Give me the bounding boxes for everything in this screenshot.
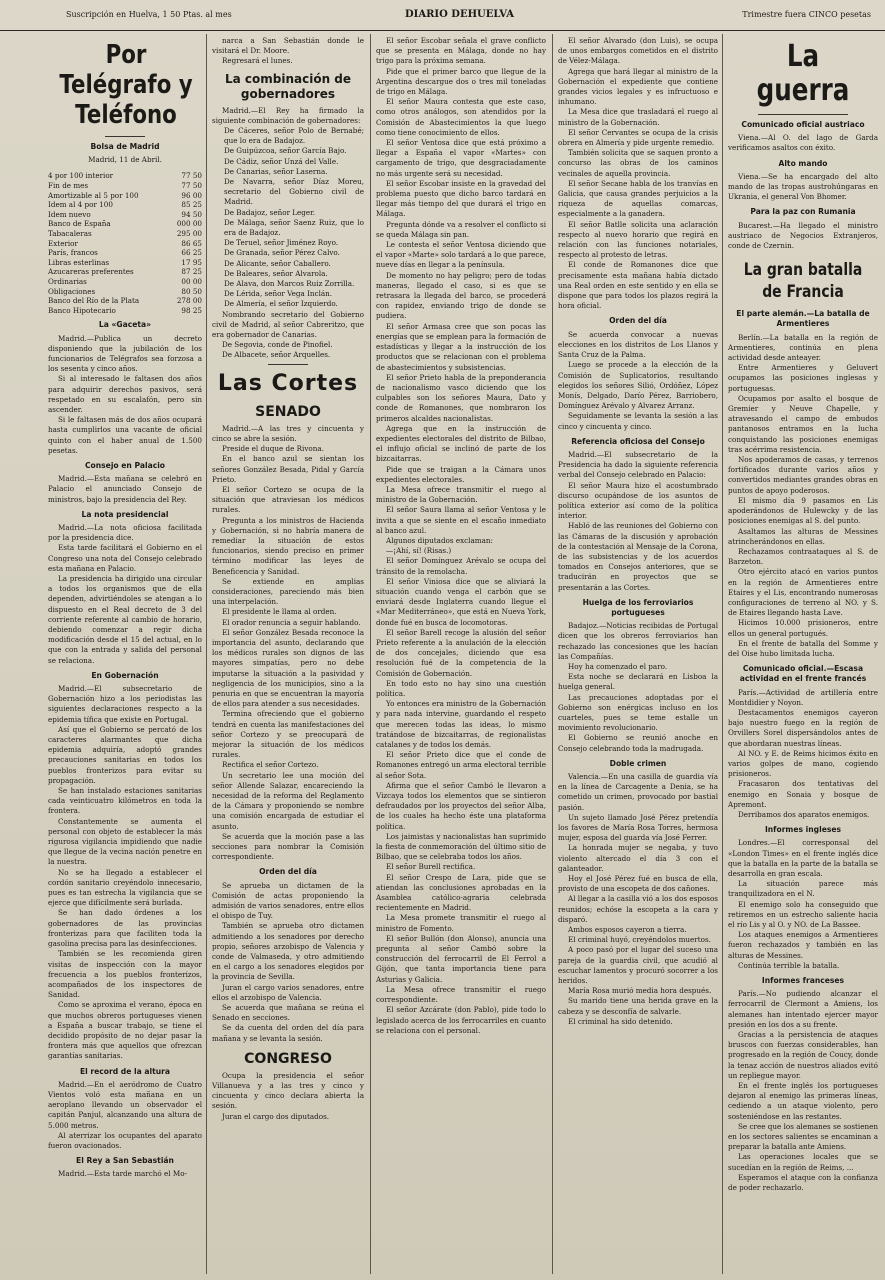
bolsa-security-value: 000 00 — [176, 219, 202, 229]
paragraph: El enemigo solo ha conseguido que retiremos en un estrecho saliente hacia el río Lis y al O. y NO. de La Bassee. — [728, 899, 878, 930]
bolsa-security-value: 77 50 — [181, 181, 202, 190]
governor-item: De Cádiz, señor Unzá del Valle. — [224, 156, 339, 166]
paragraph: La honrada mujer se negaba, y tuvo violento altercado el día 3 con el galanteador. — [558, 843, 718, 873]
bolsa-security-name: Azucareras preferentes — [48, 267, 134, 277]
bolsa-date: Madrid, 11 de Abril. — [88, 155, 162, 165]
governor-item: De Cáceres, señor Polo de Bernabé; que lo era de Badajoz. — [224, 126, 364, 146]
paragraph: En todo esto no hay sino una cuestión política. — [376, 678, 546, 698]
paragraph: Al NO. y E. de Reims hicimos éxito en varios golpes de mano, cogiendo prisioneros. — [728, 748, 878, 779]
bolsa-row — [48, 219, 202, 229]
column-rule — [552, 34, 553, 1274]
paragraph: El señor González Besada reconoce la importancia del asunto, declarando que los médicos rurales son dignos de las mayores simpatías, pero no debe imputarse la situación a la pasividad y negligencia de los municipios, sino a la penuria en que se encuentran la mayoría de ellos para atender a sus necesidades. — [212, 627, 364, 709]
masthead — [0, 0, 885, 31]
senado-heading: SENADO — [255, 403, 321, 420]
governors-list — [212, 126, 364, 310]
section-heading: En Gobernación — [91, 670, 159, 680]
paragraph: Esperamos el ataque con la confianza de poder rechazarlo. — [728, 1172, 878, 1193]
paragraph: Madrid.—El subsecretario de la Presidencia ha dado la siguiente referencia verbal del Consejo celebrado en Palacio: — [558, 449, 718, 480]
paragraph: No se ha llegado a establecer el cordón sanitario creyéndolo innecesario, pues es tan estrecha la vigilancia que se ejerce que difícilmente será burlada. — [48, 867, 202, 908]
paragraph: Londres.—El corresponsal del «London Times» en el frente inglés dice que la batalla en la parte de la batalla se desarrolla en gran escala. — [728, 838, 878, 878]
paragraph: Los jaimistas y nacionalistas han suprimido la fiesta de conmemoración del último sitio de Bilbao, que se celebraba todos los años. — [376, 831, 546, 862]
section-heading: Consejo en Palacio — [84, 460, 166, 470]
paragraph: Valencia.—En una casilla de guardia vía en la línea de Carcagente a Denia, se ha cometido un crimen, provocado por bastial pasión. — [558, 772, 718, 812]
paragraph: Se han instalado estaciones sanitarias cada veinticuatro kilómetros en toda la frontera. — [48, 786, 202, 816]
bolsa-row — [48, 200, 202, 210]
section-heading: Para la paz con Rumania — [750, 207, 856, 217]
paragraph: El conde de Romanones dice que precisamente esta mañana había dictado una Real orden en este sentido y en ella se dispone que para todos los plazos regirá la hora oficial. — [558, 260, 718, 311]
bolsa-row — [48, 258, 202, 268]
paragraph: Yo entonces era ministro de la Gobernación y para nada intervine, guardando el respeto que merecen todas las ideas, lo mismo tratándose de bizcaitarras, de regionalistas catalanes y de todos los demás. — [376, 699, 546, 750]
section-heading: Doble crimen — [609, 758, 667, 768]
paragraph: Regresará el lunes. — [222, 56, 293, 66]
paragraph: Pregunta dónde va a resolver el conflicto si se queda Málaga sin pan. — [376, 219, 546, 239]
paragraph: Preside el duque de Rivona. — [222, 444, 324, 454]
paragraph: El criminal huyó, creyéndolos muertos. — [568, 935, 711, 945]
paragraph: Se cree que los alemanes se sostienen en los sectores salientes se encaminan a preparar la batalla ante Amiens. — [728, 1121, 878, 1152]
paragraph: Juran el cargo varios senadores, entre ellos el arzobispo de Valencia. — [212, 982, 364, 1002]
bolsa-row — [48, 229, 202, 239]
section-heading: Comunicado oficial austriaco — [741, 120, 865, 129]
governor-item: De Málaga, señor Saenz Ruiz, que lo era de Badajoz. — [224, 217, 364, 238]
column-3 — [376, 36, 546, 1276]
bolsa-security-value: 80 50 — [181, 286, 202, 296]
paragraph: En el banco azul se sientan los señores González Besada, Pidal y García Prieto. — [212, 454, 364, 484]
paragraph: Madrid.—El subsecretario de Gobernación hizo a los periodistas las siguientes declaraciones respecto a la epidemia tífica que existe en Portugal. — [48, 684, 202, 724]
paragraph: El presidente le llama al orden. — [222, 607, 337, 617]
section-heading: El Rey a San Sebastián — [76, 1156, 174, 1166]
paragraph: Se han dado órdenes a los gobernadores de las provincias fronterizas para que faciliten toda la gasolina precisa para las desinfecciones. — [48, 908, 202, 949]
paragraph: Pide que el primer barco que llegue de la Argentina descargue dos o tres mil toneladas de trigo en Málaga. — [376, 66, 546, 97]
paragraph: La Mesa ofrece transmitir el ruego correspondiente. — [376, 984, 546, 1005]
paragraph: Fracasaron dos tentativas del enemigo en Sonaia y bosque de Apremont. — [728, 779, 878, 809]
paragraph: Entre Armentieres y Geluvert ocupamos las posiciones inglesas y portuguesas. — [728, 363, 878, 393]
governor-item: De Baleares, señor Alvarola. — [224, 268, 328, 278]
subscription-note: Suscripción en Huelva, 1 50 Ptas. al mes — [66, 10, 232, 19]
paragraph: París.—Actividad de artillería entre Montdidier y Noyon. — [728, 687, 878, 707]
paragraph: Ocupa la presidencia el señor Villanueva y a las tres y cinco y cincuenta y cinco declara abierta la sesión. — [212, 1070, 364, 1111]
bolsa-security-value: 66 25 — [181, 248, 202, 258]
paragraph: El señor Saura llama al señor Ventosa y le invita a que se siente en el escaño inmediato al banco azul. — [376, 505, 546, 535]
paragraph: El señor Secane habla de los tranvías en Galicia, que causa grandes perjuicios a la riqueza de aquellas comarcas, especialmente a la ganadera. — [558, 178, 718, 219]
paragraph: La Mesa promete transmitir el ruego al ministro de Fomento. — [376, 913, 546, 933]
paragraph: Pregunta a los ministros de Hacienda y Gobernación, si no habría manera de remediar la situación de estos funcionarios, siendo preciso en primer término modificar las leyes de Beneficencia y Sanidad. — [212, 515, 364, 576]
paragraph: Seguidamente se levanta la sesión a las cinco y cincuenta y cinco. — [558, 411, 718, 431]
governor-item: De Granada, señor Pérez Calvo. — [224, 248, 340, 258]
paragraph: Madrid.—La nota oficiosa facilitada por la presidencia dice. — [48, 522, 202, 543]
paragraph: En el frente inglés los portugueses dejaron al enemigo las primeras líneas, cediendo a un ataque violento, pero sosteniéndose en las restantes. — [728, 1081, 878, 1121]
bolsa-security-name: Idem nuevo — [48, 209, 91, 219]
paragraph: También solicita que se saquen pronto a concurso las obras de los caminos vecinales de aquella provincia. — [558, 148, 718, 178]
paragraph: De Albacete, señor Arquelles. — [222, 350, 331, 360]
paragraph: El señor Cortezo se ocupa de la situación que atraviesan los médicos rurales. — [212, 484, 364, 515]
paragraph: El señor Barell recoge la alusión del señor Prieto referente a la anulación de la elección de dos concejales, diciendo que esa resolución fué de la competencia de la Comisión de Gobernación. — [376, 627, 546, 678]
bolsa-security-name: Amortizable al 5 por 100 — [48, 190, 139, 200]
paragraph: Destacamentos enemigos cayeron bajo nuestro fuego en la región de Orvillers Sorel dispersándolos antes de que abordaran nuestras líneas. — [728, 707, 878, 748]
paragraph: Madrid.—Esta mañana se celebró en Palacio el anunciado Consejo de ministros, bajo la presidencia del Rey. — [48, 474, 202, 504]
paragraph: París.—No pudiendo alcanzar el ferrocarril de Clermont a Amiens, los alemanes han intentado ejercer mayor presión en los dos a su frente. — [728, 989, 878, 1029]
paragraph: Al aterrizar los ocupantes del aparato fueron ovacionados. — [48, 1130, 202, 1150]
governor-item: De Almería, el señor Izquierdo. — [224, 299, 338, 309]
bolsa-row — [48, 287, 202, 297]
governor-item: De Lérida, señor Vega Inclán. — [224, 289, 333, 299]
paragraph: Continúa terrible la batalla. — [738, 960, 840, 970]
paragraph: Se extiende en amplias consideraciones, pareciendo más bien una interpelación. — [212, 576, 364, 607]
section-heading: La combinación de gobernadores — [224, 71, 352, 101]
section-heading: Informes franceses — [761, 976, 845, 986]
paragraph: Agrega que hará llegar al ministro de la Gobernación el expediente que contiene grandes vicios legales y es infructuoso e inhumano. — [558, 66, 718, 107]
bolsa-security-name: Tabacaleras — [48, 228, 92, 238]
congreso-heading: CONGRESO — [244, 1050, 332, 1067]
paragraph: Un sujeto llamado José Pérez pretendía los favores de María Rosa Torres, hermosa mujer, esposa del guarda vía José Ferrer. — [558, 812, 718, 843]
section-heading: Referencia oficiosa del Consejo — [571, 436, 705, 446]
bolsa-row — [48, 277, 202, 287]
column-5 — [728, 36, 878, 1276]
bolsa-security-value: 87 25 — [181, 267, 202, 277]
paragraph: La situación parece más tranquilizadora en el N. — [728, 879, 878, 899]
paragraph: Viena.—Al O. del lago de Garda verificamos asaltos con éxito. — [728, 133, 878, 153]
cortes-headline: Las Cortes — [217, 370, 359, 396]
governor-item: De Alicante, señor Caballero. — [224, 258, 331, 268]
paragraph: El criminal ha sido detenido. — [568, 1016, 673, 1026]
bolsa-row — [48, 210, 202, 220]
paragraph: Asaltamos las alturas de Messines atrincherándonos en ellas. — [728, 526, 878, 546]
bolsa-row — [48, 239, 202, 249]
paragraph: El señor Escobar insiste en la gravedad del problema puesto que dicho barco tardará en llegar más tiempo del que durará el trigo en Málaga. — [376, 178, 546, 219]
paragraph: Hoy el José Pérez fué en busca de ella, provisto de una escopeta de dos cañones. — [558, 874, 718, 894]
paragraph: Esta noche se declarará en Lisboa la huelga general. — [558, 672, 718, 692]
bolsa-security-value: 86 65 — [181, 238, 202, 248]
paragraph: Se acuerda convocar a nuevas elecciones en los distritos de Los Llanos y Santa Cruz de la Palma. — [558, 329, 718, 360]
paragraph: Algunos diputados exclaman: — [386, 535, 493, 545]
divider — [105, 136, 145, 137]
governor-item: De Badajoz, señor Leger. — [224, 207, 316, 217]
paragraph: Rectifica el señor Cortezo. — [222, 760, 319, 770]
paragraph: Un secretario lee una moción del señor Allende Salazar, encareciendo la necesidad de la reforma del Reglamento de la Cámara y proponiendo se nombre una comisión encargada de estudiar el asunto. — [212, 770, 364, 831]
paragraph: Nos apoderamos de casas, y terrenos fortificados durante varios años y convertidos mediantes grandes obras en puntos de apoyo poderosos. — [728, 455, 878, 495]
paragraph: Pide que se traigan a la Cámara unos expedientes electorales. — [376, 464, 546, 484]
paragraph: Afirma que el señor Cambó le llevaron a Vizcaya todos los elementos que se sintieron defraudados por los proyectos del señor Alba, de los cuales ha hecho éste una plataforma política. — [376, 780, 546, 831]
divider — [268, 364, 308, 365]
bolsa-security-value: 98 25 — [181, 305, 202, 315]
bolsa-security-value: 85 25 — [181, 200, 202, 210]
column-rule — [206, 34, 207, 1274]
paragraph: Derribamos dos aparatos enemigos. — [738, 809, 870, 819]
bolsa-security-value: 17 95 — [181, 257, 202, 267]
section-heading: Bolsa de Madrid — [90, 142, 160, 151]
paragraph: Madrid.—Publica un decreto disponiendo que la jubilación de los funcionarios de Telégrafos sea forzosa a los sesenta y cinco años. — [48, 333, 202, 374]
governor-item: De Alava, don Marcos Ruiz Zorrilla. — [224, 279, 355, 289]
paragraph: Si al interesado le faltasen dos años para adquirir derechos pasivos, será respetado en su escalafón, pero sin ascender. — [48, 374, 202, 414]
paragraph: Se da cuenta del orden del día para mañana y se levanta la sesión. — [212, 1023, 364, 1043]
paragraph: Hoy ha comenzado el paro. — [568, 661, 668, 671]
bolsa-security-value: 94 50 — [181, 209, 202, 219]
paragraph: El señor Bullón (don Alonso), anuncia una pregunta al señor Cambó sobre la construcción del ferrocarril de El Ferrol a Gijón, que tanta importancia tiene para Asturias y Galicia. — [376, 933, 546, 984]
paragraph: El Gobierno se reunió anoche en Consejo celebrando toda la madrugada. — [558, 733, 718, 753]
bolsa-security-name: Idem al 4 por 100 — [48, 200, 113, 210]
paragraph: El señor Alvarado (don Luis), se ocupa de unos embargos cometidos en el distrito de Vélez-Málaga. — [558, 36, 718, 66]
paragraph: El señor Burell rectifica. — [386, 862, 476, 872]
paragraph: Rechazamos contraataques al S. de Barzeton. — [728, 546, 878, 567]
paragraph: La presidencia ha dirigido una circular a todos los organismos que de ella dependen, advirtiéndoles se atengan a lo dispuesto en el Real decreto de 3 del corriente referente al cambio de horario, debiendo comenzar a regir dicha modificación desde el 15 del actual, en lo que con la entrada y salida del personal se relaciona. — [48, 573, 202, 665]
section-heading: Orden del día — [609, 316, 667, 326]
paragraph: Luego se procede a la elección de la Comisión de Suplicatorios, resultando elegidos los señores Silió, Ordóñez, López Monís, Delgado, Darío Pérez, Barriobero, Domínguez Arévalo y Alvarez Arranz. — [558, 360, 718, 411]
paragraph: Ambos esposos cayeron a tierra. — [568, 925, 687, 935]
bolsa-security-name: Libras esterlinas — [48, 257, 110, 267]
bolsa-security-name: Banco Hipotecario — [48, 305, 116, 315]
paragraph: Gracias a la persistencia de ataques bruscos con fuerzas considerables, han progresado en la región de Coucy, donde la tenaz acción de nuestros aliados evitó un repliegue mayor. — [728, 1030, 878, 1080]
paragraph: Se acuerda que la moción pase a las secciones para nombrar la Comisión correspondiente. — [212, 831, 364, 862]
column-rule — [370, 34, 371, 1274]
bolsa-row — [48, 306, 202, 316]
paragraph: También se les recomienda giren visitas de inspección con la mayor frecuencia a los pueblos fronterizos, acompañados de los inspectores de Sanidad. — [48, 949, 202, 1000]
bolsa-security-value: 278 00 — [176, 296, 202, 306]
paragraph: Al llegar a la casilla vió a los dos esposos reunidos; echóse la escopeta a la cara y disparó. — [558, 894, 718, 924]
paragraph: Si le faltasen más de dos años ocupará hasta cumplirlos una vacante de oficial quinto con el haber anual de 1.500 pesetas. — [48, 415, 202, 455]
paragraph: Madrid.—Esta tarde marchó el Mo- — [58, 1169, 187, 1179]
section-heading: Comunicado oficial.—Escasa actividad en el frente francés — [739, 664, 867, 684]
paragraph: Berlín.—La batalla en la región de Armentieres, continúa en plena actividad desde anteayer. — [728, 332, 878, 363]
bolsa-security-name: Exterior — [48, 238, 78, 248]
bolsa-row — [48, 171, 202, 181]
quarterly-price: Trimestre fuera CINCO pesetas — [742, 10, 871, 19]
paragraph: El señor Armasa cree que son pocas las energías que se emplean para la formación de estadísticas y llegar a la instrucción de los productos que se relacionan con el problema de abastecimientos y subsistencias. — [376, 321, 546, 372]
paragraph: Ocupamos por asalto el bosque de Gremier y Neuve Chapelle, y atravesando el campo de embudos pantanosos entramos en la lucha conquistando las posiciones enemigas tras acérrima resistencia. — [728, 393, 878, 454]
section-heading: El parte alemán.—La batalla de Armentieres — [736, 309, 870, 329]
paragraph: El señor Ventosa dice que está próximo a llegar a España el vapor «Martes» con cargamento de trigo, que desgraciadamente no más urgente será su necesidad. — [376, 138, 546, 178]
paragraph: El señor Prieto dice que el conde de Romanones entregó un arma electoral terrible al señor Sota. — [376, 750, 546, 780]
paragraph: Las operaciones locales que se sucedían en la región de Reims, ... — [728, 1152, 878, 1172]
governor-item: De Navarra, señor Díaz Moreu, secretario del Gobierno civil de Madrid. — [224, 177, 364, 207]
paragraph: El señor Azcárate (don Pablo), pide todo lo legislado acerca de los ferrocarriles en cuanto se relaciona con el personal. — [376, 1005, 546, 1035]
paragraph: Madrid.—A las tres y cincuenta y cinco se abre la sesión. — [212, 423, 364, 443]
bolsa-table — [48, 171, 202, 315]
bolsa-row — [48, 181, 202, 191]
paragraph: Se acuerda que mañana se reúna el Senado en secciones. — [212, 1003, 364, 1023]
paragraph: Juran el cargo dos diputados. — [222, 1111, 330, 1121]
paragraph: Su marido tiene una herida grave en la cabeza y se desconfía de salvarle. — [558, 996, 718, 1016]
bolsa-security-name: París, francos — [48, 248, 98, 258]
paragraph: El señor Maura hizo el acostumbrado discurso ocupándose de los asuntos de política exterior así como de la política interior. — [558, 480, 718, 521]
paragraph: Madrid.—El Rey ha firmado la siguiente combinación de gobernadores: — [212, 105, 364, 125]
bolsa-security-name: Fin de mes — [48, 181, 89, 190]
paragraph: Constantemente se aumenta el personal con objeto de establecer la más rigurosa vigilancia impidiendo que nadie que llegue de la vecina nación penetre en la nuestra. — [48, 816, 202, 867]
paragraph: De Segovia, conde de Pinofiel. — [222, 340, 333, 350]
bolsa-row — [48, 296, 202, 306]
paragraph: La Mesa ofrece transmitir el ruego al ministro de la Gobernación. — [376, 484, 546, 505]
bolsa-security-name: Obligaciones — [48, 286, 96, 296]
governor-item: De Guipúzcoa, señor García Bajo. — [224, 146, 347, 156]
paragraph: El señor Domínguez Arévalo se ocupa del tránsito de la remolacha. — [376, 556, 546, 576]
paragraph: Agrega que en la instrucción de expedientes electorales del distrito de Bilbao, el influjo oficial se inclinó de parte de los bizcaitarras. — [376, 423, 546, 464]
paragraph: La Mesa dice que trasladará el ruego al ministro de la Gobernación. — [558, 107, 718, 127]
bolsa-row — [48, 248, 202, 258]
bolsa-security-name: 4 por 100 interior — [48, 171, 114, 181]
newspaper-name: DIARIO DEHUELVA — [405, 9, 514, 20]
paragraph: Termina ofreciendo que el gobierno tendrá en cuenta las manifestaciones del señor Cortezo y se preocupará de mejorar la situación de los médicos rurales. — [212, 709, 364, 760]
bolsa-security-name: Ordinarias — [48, 276, 87, 286]
paragraph: En el frente de batalla del Somme y del Oise hubo limitada lucha. — [728, 638, 878, 658]
governor-item: De Canarias, señor Laserna. — [224, 166, 328, 176]
paragraph: narca a San Sebastián donde le visitará el Dr. Moore. — [212, 36, 364, 56]
column-1 — [48, 36, 202, 1276]
paragraph: A poco pasó por el lugar del suceso una pareja de la guardia civil, que acudió al escuchar lamentos y procuró socorrer a los heridos. — [558, 945, 718, 986]
paragraph: Así que el Gobierno se percató de los caracteres alarmantes que dicha epidemia adquiría, adoptó grandes precauciones sanitarias en todos los pueblos fronterizos para evitar su propagación. — [48, 724, 202, 785]
paragraph: Nombrando secretario del Gobierno civil de Madrid, al señor Cabreritzo, que era gobernador de Canarias. — [212, 309, 364, 340]
section-heading: La «Gaceta» — [98, 320, 152, 330]
paragraph: Otro ejército atacó en varios puntos en la región de Armentieres entre Etaires y el Lis, encontrando numerosas configuraciones de terreno al NO. y S. de Etaires llegando hasta Lave. — [728, 567, 878, 618]
paragraph: El señor Crespo de Lara, pide que se atiendan las conclusiones aprobadas en la Asamblea católico-agraria celebrada recientemente en Madrid. — [376, 872, 546, 913]
paragraph: El señor Batlle solicita una aclaración respecto al nuevo horario que regirá en relación con las funciones notariales, respecto al protesto de letras. — [558, 219, 718, 260]
paragraph: El mismo día 9 pasamos en Lis apoderándonos de Hulewcky y de las posiciones enemigas al S. del punto. — [728, 495, 878, 526]
paragraph: Habló de las reuniones del Gobierno con las Cámaras de la discusión y aprobación de la contestación al Mensaje de la Corona, de las subsistencias y de los acuerdos tomados en Consejos anteriores, que se traducirán en proyectos que se presentarán a las Cortes. — [558, 521, 718, 592]
paragraph: El señor Viniosa dice que se aliviará la situación cuando venga el carbón que se enviará desde Inglaterra cuando llegue el «Mar Mediterráneo», que está en Nueva York, donde fué en busca de locomotoras. — [376, 576, 546, 627]
bolsa-security-name: Banco del Río de la Plata — [48, 296, 140, 306]
paragraph: El señor Cervantes se ocupa de la crisis obrera en Almería y pide urgente remedio. — [558, 127, 718, 148]
paragraph: De momento no hay peligro; pero de todas maneras, llegado el caso, si es que se retrasara la llegada del barco, se procederá con rapidez, enviando trigo de donde se pudiera. — [376, 270, 546, 321]
paragraph: Se aprueba un dictamen de la Comisión de actas proponiendo la admisión de varios senadores, entre ellos el obispo de Tuy. — [212, 880, 364, 921]
section-heading: Alto mando — [778, 158, 828, 168]
column-2 — [212, 36, 364, 1276]
paragraph: Le contesta el señor Ventosa diciendo que el vapor «Marte» solo tardará a lo que parece, nueve días en llegar a la península. — [376, 240, 546, 270]
bolsa-security-value: 77 50 — [181, 171, 202, 181]
paragraph: —¡Ahí, sí! (Risas.) — [386, 546, 452, 556]
bolsa-security-value: 96 00 — [181, 190, 202, 200]
paragraph: Esta tarde facilitará el Gobierno en el Congreso una nota del Consejo celebrado esta mañana en Palacio. — [48, 543, 202, 573]
paragraph: Hicimos 10.000 prisioneros, entre ellos un general portugués. — [728, 618, 878, 638]
section-heading: La nota presidencial — [81, 509, 169, 519]
column-rule — [722, 34, 723, 1274]
bolsa-security-name: Banco de España — [48, 219, 111, 229]
section-heading: Informes ingleses — [764, 825, 842, 835]
paragraph: Bucarest.—Ha llegado el ministro austriaco de Negocios Extranjeros, conde de Czernin. — [728, 220, 878, 251]
paragraph: Viena.—Se ha encargado del alto mando de las tropas austrohúngaras en Ukrania, el general Von Bhomer. — [728, 171, 878, 202]
divider — [758, 114, 848, 115]
bolsa-security-value: 00 00 — [181, 276, 202, 286]
section-heading: Orden del día — [259, 867, 317, 877]
bolsa-security-value: 295 00 — [176, 228, 202, 238]
governor-item: De Teruel, señor Jiménez Royo. — [224, 238, 339, 248]
paragraph: Badajoz.—Noticias recibidas de Portugal dicen que los obreros ferroviarios han rechazado las concesiones que les hacían las Compañías. — [558, 621, 718, 661]
main-headline: Por Telégrafo y Teléfono — [59, 40, 193, 130]
paragraph: El señor Maura contesta que este caso, como otros análogos, son atendidos por la Comisión de Abastecimientos la que luego como tiene conocimiento de ellos. — [376, 97, 546, 137]
paragraph: El orador renuncia a seguir hablando. — [222, 617, 361, 627]
paragraph: Los ataques enemigos a Armentieres fueron rechazados y también en las alturas de Messines. — [728, 930, 878, 960]
paragraph: El señor Escobar señala el grave conflicto que se presenta en Málaga, donde no hay trigo para la próxima semana. — [376, 36, 546, 66]
paragraph: Como se aproxima el verano, época en que muchos obreros portugueses vienen a España a buscar trabajo, se tiene el decidido propósito de no dejar pasar la frontera más que aquellos que ofrezcan garantías sanitarias. — [48, 1000, 202, 1061]
battle-headline: La gran batalla de Francia — [743, 260, 863, 303]
column-4 — [558, 36, 718, 1276]
war-headline: La guerra — [756, 39, 850, 108]
paragraph: También se aprueba otro dictamen admitiendo a los senadores por derecho propio, señores arzobispo de Valencia y conde de Valmaseda, y otro admitiendo en el cargo a los senadores elegidos por la provincia de Sevilla. — [212, 921, 364, 982]
bolsa-row — [48, 191, 202, 201]
bolsa-row — [48, 267, 202, 277]
paragraph: El señor Prieto habla de la preponderancia de nacionalismo vasco diciendo que los culpables son los señores Maura, Dato y conde de Romanones, que nombraron los primeros alcaldes nacionalistas. — [376, 372, 546, 423]
section-heading: Huelga de los ferroviarios portugueses — [582, 597, 694, 617]
paragraph: María Rosa murió media hora después. — [568, 986, 712, 996]
section-heading: El record de la altura — [79, 1066, 171, 1076]
paragraph: Las precauciones adoptadas por el Gobierno son enérgicas incluso en los cuarteles, pues se teme estalle un movimiento revolucionario. — [558, 692, 718, 733]
paragraph: Madrid.—En el aeródromo de Cuatro Vientos voló esta mañana en un aeroplano llevando un observador el capitán Panjul, alcanzando una altura de 5.000 metros. — [48, 1079, 202, 1130]
